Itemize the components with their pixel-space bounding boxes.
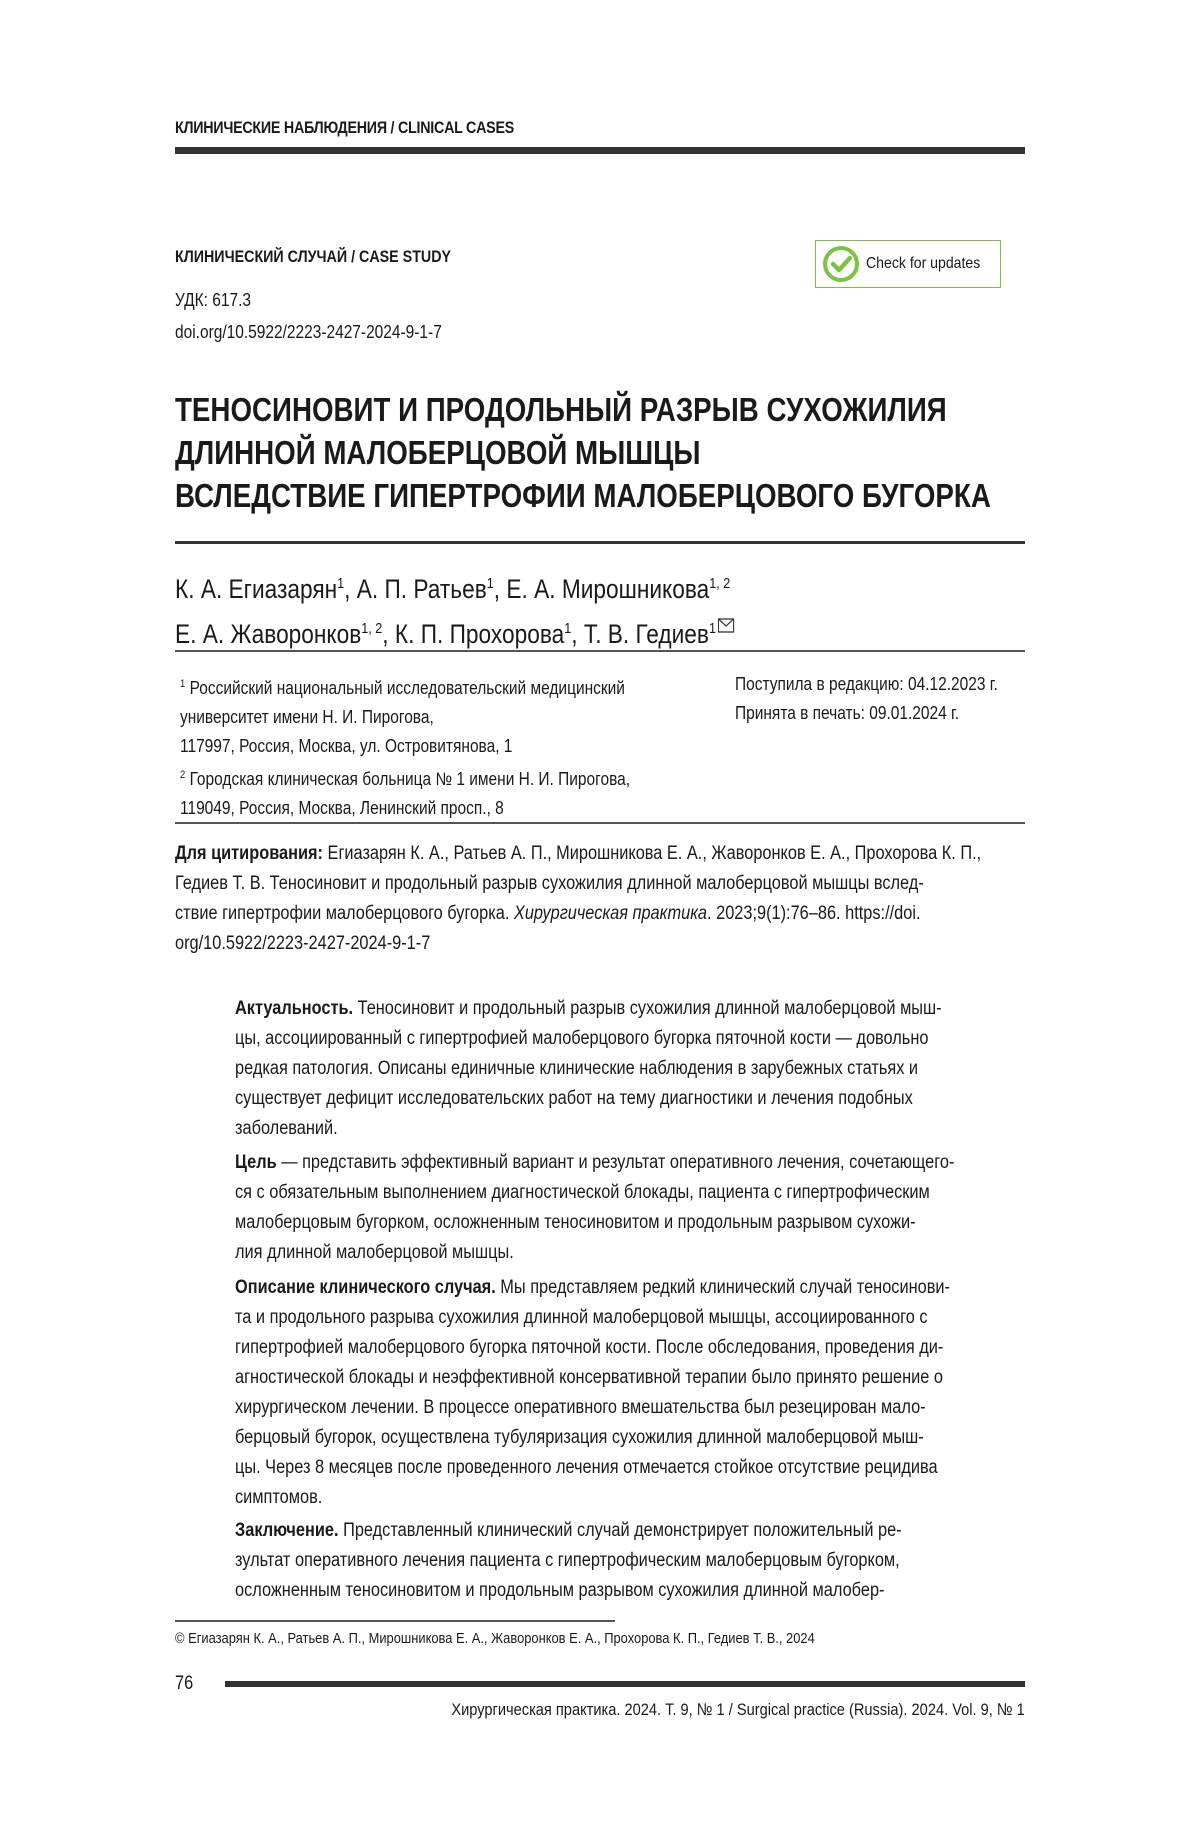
article-title <box>175 388 991 517</box>
author-name: К. А. Егиазарян <box>175 574 338 604</box>
udk-code: УДК: 617.3 <box>175 290 251 310</box>
affiliations: $^1$ Российский национальный исследовательский медицинский университет имени Н. И. Пирогова, 117997, Россия, Москва, ул. Островитянова, 1 $^2$ Городская клиническая больница № 1 имени Н. И. Пирогова, 119049, Россия, Москва, Ленинский просп., 8 <box>180 670 630 823</box>
abstract-relevance: Актуальность. Теносиновит и продольный разрыв сухожилия длинной малоберцовой мыш- цы, ассоциированный с гипертрофией малоберцового бугорка пяточной кости — довольно редкая патология. Описаны единичные клинические наблюдения в зарубежных статьях и существует дефицит исследовательских работ на тему диагностики и лечения подобных заболеваний. <box>235 998 942 1139</box>
abstract-case-description: Описание клинического случая. Мы представляем редкий клинический случай теносинови- та и продольного разрыва сухожилия длинной малоберцовой мышцы, ассоциированного с гипертрофией малоберцового бугорка пяточной кости. После обследования, проведения ди- агностической блокады и неэффективной консервативной терапии было принято решение о хирургическом лечении. В процессе оперативного вмешательства был резецирован мало- берцовый бугорок, осуществлена тубуляризация сухожилия длинной малоберцовой мыш- цы. Через 8 месяцев после проведенного лечения отмечается стойкое отсутствие рецидива симптомов. <box>235 1277 950 1508</box>
author-affiliation: 1 <box>564 620 572 637</box>
page-number: 76 <box>175 1673 194 1694</box>
author-name: Т. В. Гедиев <box>583 619 709 649</box>
author-affiliation: 1, 2 <box>709 575 731 592</box>
accepted-date: Принята в печать: 09.01.2024 г. <box>735 703 960 723</box>
author-name: К. П. Прохорова <box>394 619 565 649</box>
title-line: ДЛИННОЙ МАЛОБЕРЦОВОЙ МЫШЦЫ <box>175 434 701 471</box>
author-line: Е. А. Жаворонков$^{1, 2}$, К. П. Прохорова$^1$, Т. В. Гедиев$^1$ <box>175 609 734 654</box>
citation-label: Для цитирования: <box>175 843 324 864</box>
author-line: К. А. Егиазарян$^1$, А. П. Ратьев$^1$, Е. А. Мирошникова$^{1, 2}$ <box>175 574 731 604</box>
header-divider <box>175 147 1025 154</box>
check-for-updates-label: Check for updates <box>866 255 981 272</box>
abstract-aim: Цель — представить эффективный вариант и результат оперативного лечения, сочетающего- ся с обязательным выполнением диагностической блокады, пациента с гипертрофическим малоберцовым бугорком, осложненным теносиновитом и продольным разрывом сухожи- лия длинной малоберцовой мышцы. <box>235 1152 955 1263</box>
doi-link[interactable]: doi.org/10.5922/2223-2427-2024-9-1-7 <box>175 322 442 342</box>
check-circle-icon <box>822 245 860 283</box>
title-divider <box>175 541 1025 544</box>
affiliation-text: Российский национальный исследовательский медицинский <box>189 678 625 698</box>
citation-block: Для цитирования: Егиазарян К. А., Ратьев А. П., Мирошникова Е. А., Жаворонков Е. А., Прохорова К. П., Гедиев Т. В. Теносиновит и продольный разрыв сухожилия длинной малоберцовой мышцы вслед- ствие гипертрофии малоберцового бугорка. Хирургическая практика. 2023;9(1):76–86. https://doi. org/10.5922/2223-2427-2024-9-1-7 <box>175 843 982 954</box>
author-name: Е. А. Мирошникова <box>506 574 710 604</box>
author-affiliation: 1, 2 <box>361 620 383 637</box>
author-affiliation: 1 <box>486 575 494 592</box>
footer-divider <box>225 1681 1025 1687</box>
affiliation-text: 119049, Россия, Москва, Ленинский просп., 8 <box>180 798 504 818</box>
journal-reference: Хирургическая практика. 2024. Т. 9, № 1 / Surgical practice (Russia). 2024. Vol. 9, № 1 <box>451 1700 1025 1719</box>
affiliation-top-divider <box>175 650 1025 652</box>
author-name: Е. А. Жаворонков <box>175 619 362 649</box>
abstract-conclusion: Заключение. Представленный клинический случай демонстрирует положительный ре- зультат оперативного лечения пациента с гипертрофическим малоберцовым бугорком, осложненным теносиновитом и продольным разрывом сухожилия длинной малобер- <box>235 1520 902 1601</box>
article-dates <box>735 670 998 728</box>
author-name: А. П. Ратьев <box>356 574 487 604</box>
footnote-divider <box>175 1620 615 1622</box>
author-list <box>175 564 734 654</box>
envelope-icon[interactable] <box>718 618 735 633</box>
affiliation-text: 117997, Россия, Москва, ул. Островитянова, 1 <box>180 736 513 756</box>
received-date: Поступила в редакцию: 04.12.2023 г. <box>735 674 998 694</box>
affiliation-bottom-divider <box>175 822 1025 824</box>
case-label: КЛИНИЧЕСКИЙ СЛУЧАЙ / CASE STUDY <box>175 247 452 266</box>
copyright-notice: © Егиазарян К. А., Ратьев А. П., Мирошникова Е. А., Жаворонков Е. А., Прохорова К. П., Гедиев Т. В., 2024 <box>175 1630 815 1647</box>
journal-name: Хирургическая практика <box>513 903 708 924</box>
title-line: ВСЛЕДСТВИЕ ГИПЕРТРОФИИ МАЛОБЕРЦОВОГО БУГОРКА <box>175 477 991 514</box>
title-line: ТЕНОСИНОВИТ И ПРОДОЛЬНЫЙ РАЗРЫВ СУХОЖИЛИЯ <box>175 391 947 428</box>
check-for-updates-button[interactable] <box>815 240 1001 288</box>
section-label: КЛИНИЧЕСКИЕ НАБЛЮДЕНИЯ / CLINICAL CASES <box>175 118 515 137</box>
author-affiliation: 1 <box>708 620 716 637</box>
affiliation-text: Городская клиническая больница № 1 имени Н. И. Пирогова, <box>189 769 631 789</box>
affiliation-text: университет имени Н. И. Пирогова, <box>180 707 434 727</box>
author-affiliation: 1 <box>337 575 345 592</box>
